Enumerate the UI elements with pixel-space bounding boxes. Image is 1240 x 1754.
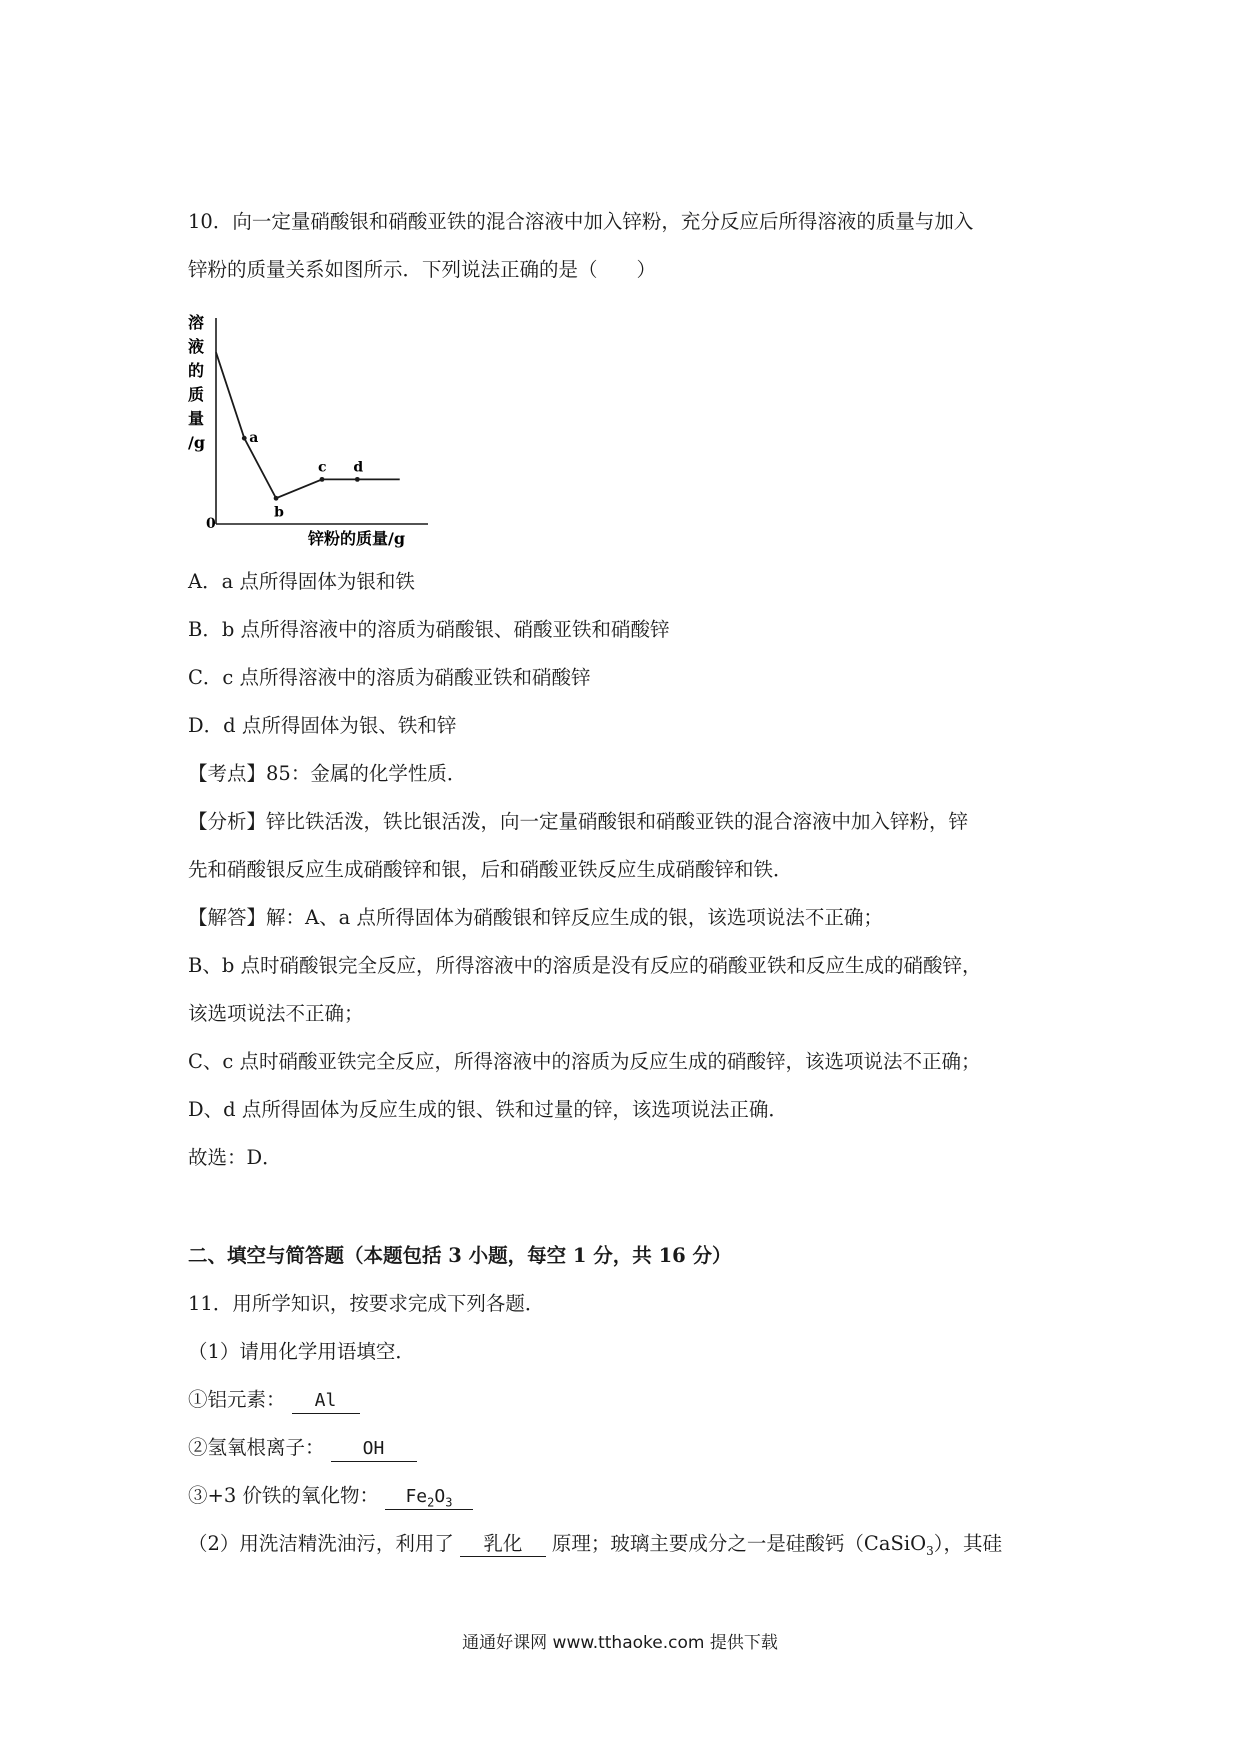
q10-stem-line1: 10．向一定量硝酸银和硝酸亚铁的混合溶液中加入锌粉，充分反应后所得溶液的质量与加入 (188, 210, 974, 233)
series-line (216, 352, 400, 498)
q11-item3 (188, 1482, 473, 1510)
point-label-d: d (353, 459, 364, 476)
fe-subscript: 2 (427, 1495, 435, 1510)
zinc-mass-chart (188, 312, 448, 550)
q11-part1: （1）请用化学用语填空． (188, 1340, 415, 1363)
point-a (242, 436, 247, 441)
point-b (274, 496, 279, 501)
q11-item1 (188, 1386, 360, 1414)
jieda-line2: B、b 点时硝酸银完全反应，所得溶液中的溶质是没有反应的硝酸亚铁和反应生成的硝酸锌， (188, 954, 982, 977)
part2-text-b: 原理；玻璃主要成分之一是硅酸钙（CaSiO (551, 1532, 927, 1555)
q11-stem: 11．用所学知识，按要求完成下列各题． (188, 1292, 545, 1315)
item3-answer (385, 1485, 473, 1510)
part2-subscript: 3 (926, 1543, 934, 1558)
y-axis-label-char: 量 (188, 409, 205, 428)
jieda-line4: C、c 点时硝酸亚铁完全反应，所得溶液中的溶质为反应生成的硝酸锌，该选项说法不正确； (188, 1050, 981, 1073)
y-axis-label-char: 溶 (188, 313, 205, 332)
y-axis-label (188, 313, 205, 452)
jieda-line5: D、d 点所得固体为反应生成的银、铁和过量的锌，该选项说法正确． (188, 1098, 788, 1121)
option-a: A．a 点所得固体为银和铁 (188, 570, 415, 593)
q10-stem-line2: 锌粉的质量关系如图所示．下列说法正确的是（ ） (188, 258, 657, 281)
part2-text-c: ），其硅 (933, 1532, 1002, 1555)
item1-answer: Al (292, 1389, 360, 1414)
option-b: B．b 点所得溶液中的溶质为硝酸银、硝酸亚铁和硝酸锌 (188, 618, 670, 641)
jieda-answer: 故选：D． (188, 1146, 282, 1169)
point-c (320, 477, 325, 482)
q11-part2 (188, 1530, 1002, 1558)
item3-label: ③+3 价铁的氧化物： (188, 1484, 379, 1507)
y-axis-label-char: 的 (188, 361, 205, 380)
item2-label: ②氢氧根离子： (188, 1436, 325, 1459)
x-axis-label: 锌粉的质量/g (308, 529, 406, 548)
y-axis-label-char: /g (188, 433, 206, 452)
point-label-b: b (274, 504, 284, 521)
point-label-c: c (318, 459, 327, 476)
fenxi-line2: 先和硝酸银反应生成硝酸锌和银，后和硝酸亚铁反应生成硝酸锌和铁． (188, 858, 793, 881)
option-c: C．c 点所得溶液中的溶质为硝酸亚铁和硝酸锌 (188, 666, 591, 689)
fenxi-line1: 【分析】锌比铁活泼，铁比银活泼，向一定量硝酸银和硝酸亚铁的混合溶液中加入锌粉，锌 (188, 810, 969, 833)
part2-text-a: （2）用洗洁精洗油污，利用了 (188, 1532, 454, 1555)
kaodian: 【考点】85：金属的化学性质． (188, 762, 467, 785)
item2-answer: OH (331, 1437, 417, 1462)
part2-answer: 乳化 (460, 1532, 546, 1557)
page-footer: 通通好课网 www.tthaoke.com 提供下载 (462, 1633, 778, 1653)
jieda-line1: 【解答】解：A、a 点所得固体为硝酸银和锌反应生成的银，该选项说法不正确； (188, 906, 883, 929)
origin-label: 0 (206, 516, 216, 532)
item1-label: ①铝元素： (188, 1388, 286, 1411)
y-axis-label-char: 质 (188, 385, 205, 404)
q11-item2 (188, 1434, 417, 1462)
fe-symbol: Fe (405, 1486, 428, 1507)
jieda-line3: 该选项说法不正确； (188, 1002, 364, 1025)
option-d: D．d 点所得固体为银、铁和锌 (188, 714, 457, 737)
section2-title: 二、填空与简答题（本题包括 3 小题，每空 1 分，共 16 分） (188, 1244, 732, 1267)
point-d (355, 477, 360, 482)
point-label-a: a (249, 430, 259, 447)
y-axis-label-char: 液 (188, 337, 205, 356)
o-symbol: O (434, 1486, 446, 1507)
o-subscript: 3 (445, 1495, 453, 1510)
